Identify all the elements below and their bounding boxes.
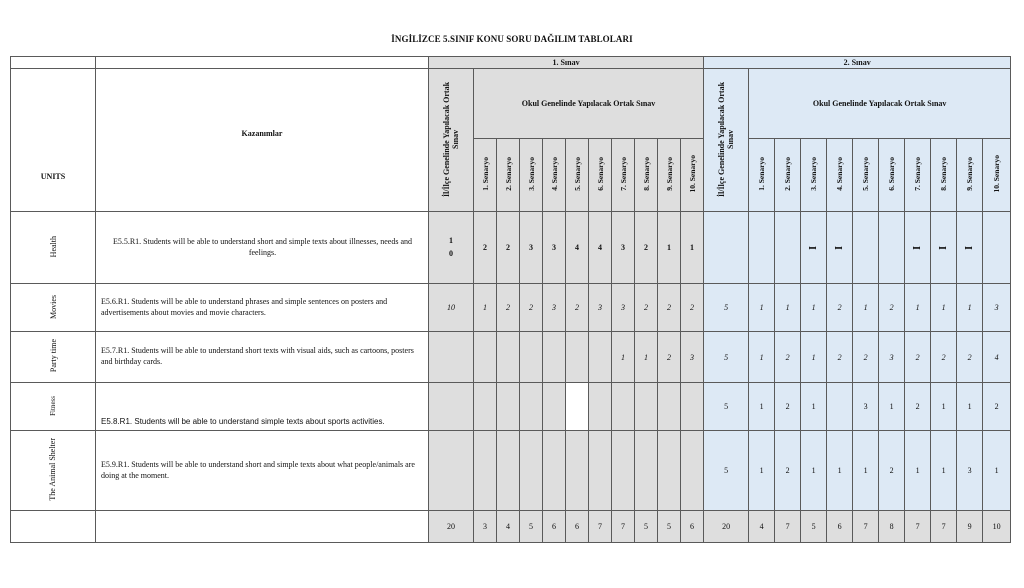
- exam2-value-cell: 2: [905, 332, 931, 383]
- exam2-scenario-header: 8. Senaryo: [931, 139, 957, 212]
- exam1-value-cell: 3: [589, 284, 612, 332]
- exam1-value-cell: 4: [589, 212, 612, 284]
- exam1-value-cell: 2: [635, 284, 658, 332]
- exam1-total-cell: 7: [589, 511, 612, 543]
- exam2-scenario-header: 3. Senaryo: [801, 139, 827, 212]
- exam2-value-cell: 1: [853, 284, 879, 332]
- exam1-value-cell: [612, 383, 635, 431]
- exam1-value-cell: [543, 431, 566, 511]
- exam2-value-cell: 1: [749, 332, 775, 383]
- kazanimlar-header: Kazanımlar: [96, 69, 429, 212]
- exam2-ilce-cell: 5: [704, 332, 749, 383]
- exam1-value-cell: 1: [681, 212, 704, 284]
- exam1-value-cell: 2: [635, 212, 658, 284]
- exam1-value-cell: [497, 332, 520, 383]
- exam2-ilce-cell: 5: [704, 284, 749, 332]
- exam2-value-cell: 2: [775, 383, 801, 431]
- exam1-total-cell: 5: [635, 511, 658, 543]
- exam1-value-cell: 2: [497, 212, 520, 284]
- totals-unit-cell: [11, 511, 96, 543]
- units-header: UNITS: [11, 69, 96, 212]
- exam1-value-cell: [497, 383, 520, 431]
- exam2-value-cell: 1: [983, 431, 1011, 511]
- exam2-value-cell: I: [957, 212, 983, 284]
- exam2-value-cell: 1: [749, 383, 775, 431]
- exam1-value-cell: [589, 332, 612, 383]
- exam1-ilce-header: İl/İlçe Genelinde Yapılacak Ortak Sınav: [429, 69, 474, 212]
- exam1-total-cell: 6: [566, 511, 589, 543]
- unit-cell: Fitness: [11, 383, 96, 431]
- exam1-value-cell: [681, 383, 704, 431]
- exam1-scenario-header: 6. Senaryo: [589, 139, 612, 212]
- exam2-value-cell: 1: [931, 284, 957, 332]
- exam1-value-cell: [681, 431, 704, 511]
- exam2-scenario-header: 7. Senaryo: [905, 139, 931, 212]
- exam1-value-cell: [635, 431, 658, 511]
- exam1-okul-header: Okul Genelinde Yapılacak Ortak Sınav: [474, 69, 704, 139]
- unit-cell: The Animal Shelter: [11, 431, 96, 511]
- exam1-ilce-cell: 1 0: [429, 212, 474, 284]
- exam1-value-cell: [612, 431, 635, 511]
- exam2-total-cell: 9: [957, 511, 983, 543]
- exam1-total-cell: 5: [658, 511, 681, 543]
- exam2-value-cell: 1: [801, 284, 827, 332]
- exam1-total-cell: 3: [474, 511, 497, 543]
- exam1-scenario-header: 7. Senaryo: [612, 139, 635, 212]
- exam1-value-cell: [474, 332, 497, 383]
- exam2-okul-header: Okul Genelinde Yapılacak Ortak Sınav: [749, 69, 1011, 139]
- exam2-ilce-cell: 5: [704, 383, 749, 431]
- exam1-scenario-header: 8. Senaryo: [635, 139, 658, 212]
- exam2-scenario-header: 2. Senaryo: [775, 139, 801, 212]
- exam2-value-cell: 1: [853, 431, 879, 511]
- unit-cell: Party time: [11, 332, 96, 383]
- exam1-header: 1. Sınav: [429, 57, 704, 69]
- exam2-value-cell: 3: [983, 284, 1011, 332]
- exam2-value-cell: 2: [931, 332, 957, 383]
- exam2-value-cell: [827, 383, 853, 431]
- kazanim-cell: E5.6.R1. Students will be able to understand phrases and simple sentences on posters and advertisements about movies and movie characters.: [96, 284, 429, 332]
- exam2-value-cell: 3: [957, 431, 983, 511]
- exam2-value-cell: I: [905, 212, 931, 284]
- exam1-scenario-header: 2. Senaryo: [497, 139, 520, 212]
- exam2-value-cell: 1: [801, 431, 827, 511]
- exam1-value-cell: 4: [566, 212, 589, 284]
- exam2-ilce-header: İl/İlçe Genelinde Yapılacak Ortak Sınav: [704, 69, 749, 212]
- exam2-value-cell: 1: [879, 383, 905, 431]
- document-title: İNGİLİZCE 5.SINIF KONU SORU DAĞILIM TABLOLARI: [391, 34, 633, 44]
- exam1-value-cell: 3: [612, 284, 635, 332]
- exam1-value-cell: 1: [635, 332, 658, 383]
- exam2-header: 2. Sınav: [704, 57, 1011, 69]
- exam2-value-cell: 3: [853, 383, 879, 431]
- exam1-ilce-cell: 10: [429, 284, 474, 332]
- exam2-value-cell: [853, 212, 879, 284]
- exam2-total-cell: 7: [931, 511, 957, 543]
- exam2-value-cell: 1: [801, 332, 827, 383]
- table-row: [11, 431, 1011, 511]
- exam2-value-cell: I: [931, 212, 957, 284]
- exam1-value-cell: [658, 383, 681, 431]
- table-row: [11, 212, 1011, 284]
- exam1-value-cell: 1: [474, 284, 497, 332]
- exam2-ilce-cell: [704, 212, 749, 284]
- exam2-scenario-header: 9. Senaryo: [957, 139, 983, 212]
- exam2-total-cell: 7: [905, 511, 931, 543]
- exam1-value-cell: [658, 431, 681, 511]
- exam1-value-cell: 3: [543, 284, 566, 332]
- exam1-total-cell: 6: [681, 511, 704, 543]
- exam2-value-cell: 1: [905, 284, 931, 332]
- exam1-value-cell: 2: [497, 284, 520, 332]
- exam1-value-cell: 1: [612, 332, 635, 383]
- exam2-value-cell: 1: [905, 431, 931, 511]
- topic-distribution-table: [10, 56, 1011, 543]
- exam2-total-cell: 4: [749, 511, 775, 543]
- totals-row: [11, 511, 1011, 543]
- exam1-scenario-header: 1. Senaryo: [474, 139, 497, 212]
- exam2-value-cell: [983, 212, 1011, 284]
- exam1-value-cell: [566, 332, 589, 383]
- exam1-ilce-cell: [429, 383, 474, 431]
- exam1-value-cell: 2: [474, 212, 497, 284]
- exam1-value-cell: 3: [543, 212, 566, 284]
- table-row: [11, 284, 1011, 332]
- exam1-scenario-header: 3. Senaryo: [520, 139, 543, 212]
- exam2-value-cell: 4: [983, 332, 1011, 383]
- exam2-total-cell: 5: [801, 511, 827, 543]
- exam2-value-cell: 2: [983, 383, 1011, 431]
- exam2-value-cell: 3: [879, 332, 905, 383]
- exam1-value-cell: 2: [566, 284, 589, 332]
- exam1-value-cell: [497, 431, 520, 511]
- exam2-value-cell: 1: [749, 284, 775, 332]
- exam2-value-cell: 1: [931, 383, 957, 431]
- exam1-ilce-cell: [429, 332, 474, 383]
- exam2-scenario-header: 1. Senaryo: [749, 139, 775, 212]
- exam1-value-cell: 2: [658, 284, 681, 332]
- exam2-value-cell: [775, 212, 801, 284]
- exam2-scenario-header: 10. Senaryo: [983, 139, 1011, 212]
- exam1-value-cell: [474, 383, 497, 431]
- kazanim-cell: E5.9.R1. Students will be able to understand short and simple texts about what people/animals are doing at the moment.: [96, 431, 429, 511]
- exam2-total-cell: 8: [879, 511, 905, 543]
- exam2-value-cell: 1: [749, 431, 775, 511]
- exam2-value-cell: 1: [957, 284, 983, 332]
- exam1-scenario-header: 5. Senaryo: [566, 139, 589, 212]
- exam2-value-cell: 2: [957, 332, 983, 383]
- kazanim-cell: E5.5.R1. Students will be able to understand short and simple texts about illnesses, needs and feelings.: [96, 212, 429, 284]
- exam1-scenario-header: 9. Senaryo: [658, 139, 681, 212]
- exam1-value-cell: [543, 332, 566, 383]
- unit-cell: Health: [11, 212, 96, 284]
- exam1-value-cell: [520, 383, 543, 431]
- exam1-value-cell: [543, 383, 566, 431]
- exam1-total-cell: 6: [543, 511, 566, 543]
- corner-cell: [11, 57, 96, 69]
- exam1-value-cell: [589, 431, 612, 511]
- exam1-ilce-total: 20: [429, 511, 474, 543]
- exam1-value-cell: 2: [658, 332, 681, 383]
- exam2-value-cell: 2: [879, 284, 905, 332]
- exam1-ilce-cell: [429, 431, 474, 511]
- exam2-value-cell: 1: [931, 431, 957, 511]
- exam1-scenario-header: 4. Senaryo: [543, 139, 566, 212]
- exam1-total-cell: 4: [497, 511, 520, 543]
- table-row: [11, 383, 1011, 431]
- exam2-scenario-header: 5. Senaryo: [853, 139, 879, 212]
- exam2-total-cell: 7: [775, 511, 801, 543]
- exam1-total-cell: 5: [520, 511, 543, 543]
- exam1-value-cell: [566, 431, 589, 511]
- exam1-value-cell: 1: [658, 212, 681, 284]
- exam2-value-cell: 2: [879, 431, 905, 511]
- exam2-value-cell: 1: [957, 383, 983, 431]
- exam1-value-cell: 2: [681, 284, 704, 332]
- exam1-value-cell: [635, 383, 658, 431]
- exam2-value-cell: [879, 212, 905, 284]
- exam1-value-cell: 3: [520, 212, 543, 284]
- exam2-total-cell: 6: [827, 511, 853, 543]
- exam1-value-cell: [474, 431, 497, 511]
- exam2-value-cell: 2: [827, 332, 853, 383]
- table-row: [11, 332, 1011, 383]
- exam2-total-cell: 7: [853, 511, 879, 543]
- exam2-value-cell: I: [827, 212, 853, 284]
- exam1-total-cell: 7: [612, 511, 635, 543]
- exam2-scenario-header: 6. Senaryo: [879, 139, 905, 212]
- exam2-value-cell: 2: [775, 332, 801, 383]
- exam2-value-cell: 1: [827, 431, 853, 511]
- exam1-value-cell: 2: [520, 284, 543, 332]
- exam1-value-cell: 3: [681, 332, 704, 383]
- exam1-value-cell: [520, 431, 543, 511]
- exam2-value-cell: 1: [775, 284, 801, 332]
- exam2-value-cell: [749, 212, 775, 284]
- exam2-value-cell: 2: [827, 284, 853, 332]
- totals-kazanim-cell: [96, 511, 429, 543]
- kazanim-header-top: [96, 57, 429, 69]
- exam2-value-cell: 2: [853, 332, 879, 383]
- exam2-value-cell: I: [801, 212, 827, 284]
- exam1-value-cell: 3: [612, 212, 635, 284]
- exam1-value-cell: [589, 383, 612, 431]
- exam2-ilce-cell: 5: [704, 431, 749, 511]
- unit-cell: Movies: [11, 284, 96, 332]
- exam1-value-cell: [566, 383, 589, 431]
- exam2-value-cell: 2: [775, 431, 801, 511]
- exam2-value-cell: 1: [801, 383, 827, 431]
- exam2-value-cell: 2: [905, 383, 931, 431]
- exam2-ilce-total: 20: [704, 511, 749, 543]
- exam1-scenario-header: 10. Senaryo: [681, 139, 704, 212]
- exam1-value-cell: [520, 332, 543, 383]
- kazanim-cell: E5.8.R1. Students will be able to understand simple texts about sports activities.: [96, 383, 429, 431]
- exam2-scenario-header: 4. Senaryo: [827, 139, 853, 212]
- kazanim-cell: E5.7.R1. Students will be able to understand short texts with visual aids, such as cartoons, posters and birthday cards.: [96, 332, 429, 383]
- exam2-total-cell: 10: [983, 511, 1011, 543]
